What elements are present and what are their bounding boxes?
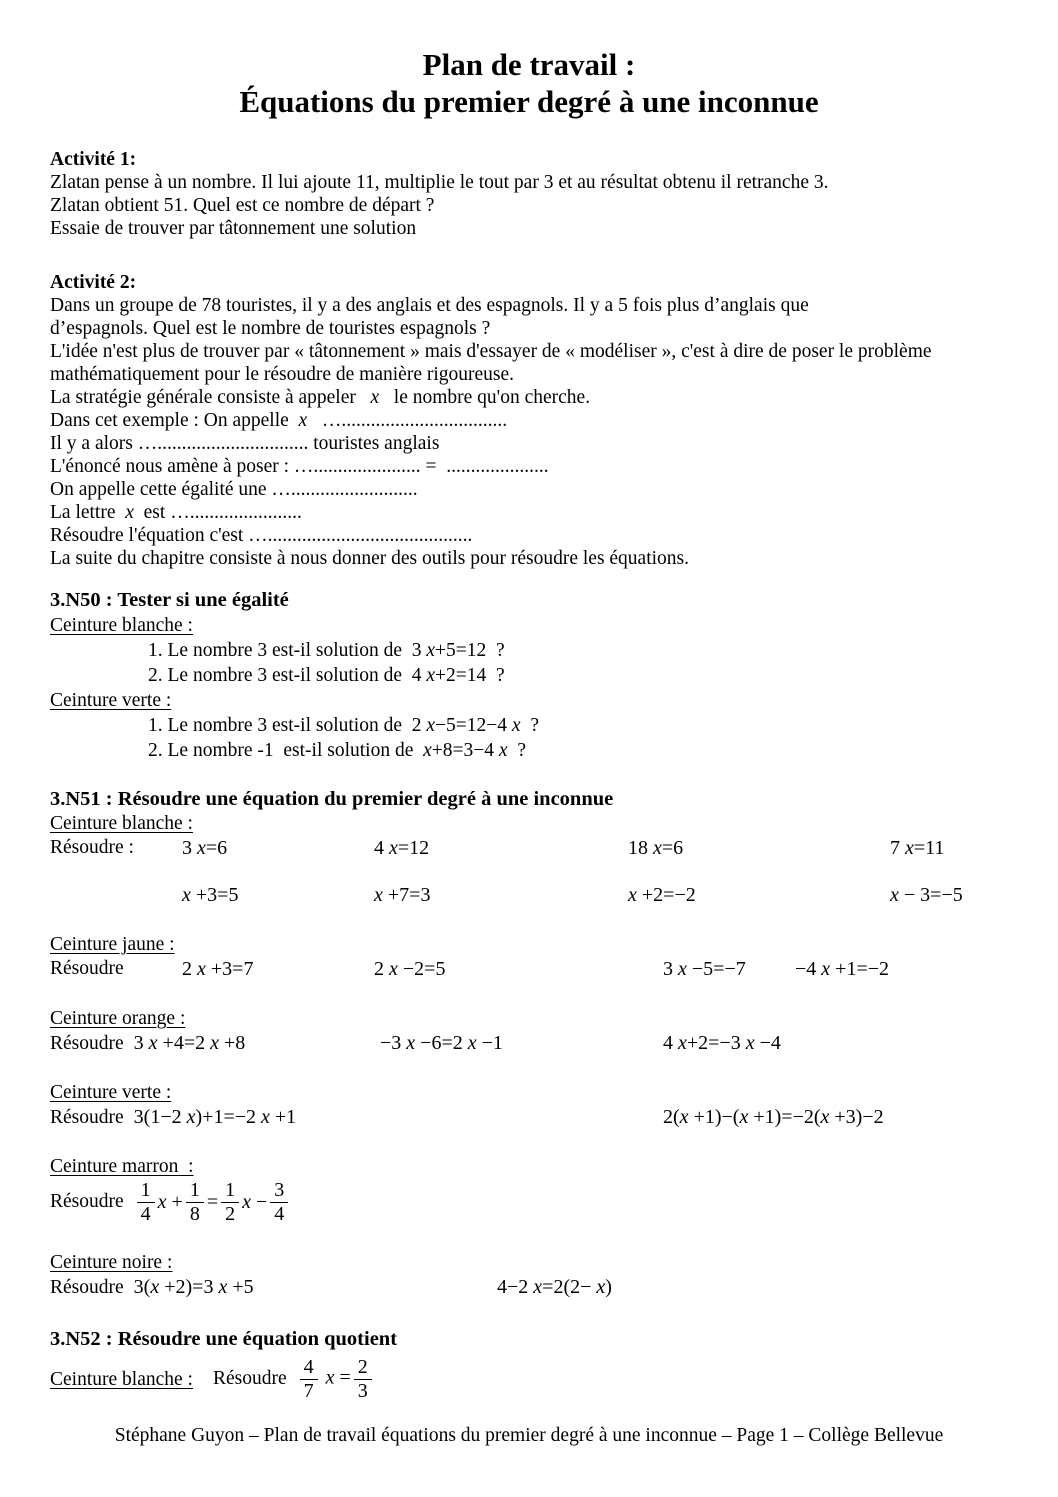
activite-1-heading: Activité 1: (50, 149, 137, 170)
belt-label-jaune: Ceinture jaune : (50, 934, 175, 955)
page-title (50, 46, 1008, 120)
belt-block-orange (50, 1007, 1008, 1055)
resoudre-label: Résoudre (50, 1033, 124, 1054)
activite-1-line: Zlatan obtient 51. Quel est ce nombre de départ ? (50, 195, 435, 216)
activite-1-line: Zlatan pense à un nombre. Il lui ajoute 11, multiplie le tout par 3 et au résultat obtenu il retranche 3. (50, 172, 829, 193)
title-line-1: Plan de travail : (422, 47, 636, 82)
equation: 7 x=11 (890, 837, 945, 859)
equation: 2 x +3=7 (182, 958, 254, 980)
equation: 4−2 x=2(2− x) (497, 1276, 612, 1298)
activite-2-fill-in-line: La lettre x est …....................... (50, 502, 302, 523)
belt-block-noire (50, 1251, 1008, 1299)
equation: −4 x +1=−2 (795, 958, 890, 980)
equation: 4 x+2=−3 x −4 (663, 1032, 781, 1054)
section-3n51 (50, 787, 1008, 1299)
resoudre-label: Résoudre (50, 958, 124, 979)
belt-label-blanche: Ceinture blanche : (50, 1368, 193, 1390)
page-footer: Stéphane Guyon – Plan de travail équations du premier degré à une inconnue – Page 1 – Collège Bellevue (114, 1425, 944, 1446)
equation: 3(1−2 x)+1=−2 x +1 (133, 1106, 297, 1128)
equation: x − 3=−5 (890, 884, 963, 906)
activite-2-line: L'idée n'est plus de trouver par « tâtonnement » mais d'essayer de « modéliser », c'est à dire de poser le problème (50, 341, 932, 362)
resoudre-label: Résoudre : (50, 837, 134, 858)
equation: $\frac{1}{4}$ x + $\frac{1}{8}$ = $\frac{1}{2}$ x − $\frac{3}{4}$ (134, 1179, 292, 1225)
equation-row (50, 1179, 1008, 1225)
belt-label-verte: Ceinture verte : (50, 1082, 172, 1103)
equation-row (50, 1105, 1008, 1129)
belt-block-blanche (50, 812, 1008, 907)
activite-2-line: Dans un groupe de 78 touristes, il y a des anglais et des espagnols. Il y a 5 fois plus d’anglais que (50, 295, 809, 316)
activite-2-fill-in-line: Il y a alors …............................... touristes anglais (50, 433, 440, 454)
activite-1-line: Essaie de trouver par tâtonnement une solution (50, 218, 417, 239)
resoudre-label: Résoudre (212, 1368, 287, 1389)
3n50-question: 1. Le nombre 3 est-il solution de 3 x+5=12 ? (148, 640, 505, 661)
activite-2-fill-in-line: On appelle cette égalité une ….......................... (50, 479, 418, 500)
belt-label-noire: Ceinture noire : (50, 1252, 173, 1273)
belt-label-orange: Ceinture orange : (50, 1008, 186, 1029)
belt-label-blanche: Ceinture blanche : (50, 813, 193, 834)
equation-row (50, 1031, 1008, 1055)
activite-2-fill-in-line: Dans cet exemple : On appelle x ….................................. (50, 410, 508, 431)
belt-block-jaune (50, 933, 1008, 981)
equation: 2 x −2=5 (374, 958, 446, 980)
equation-row (50, 1275, 1008, 1299)
equation: 18 x=6 (628, 837, 684, 859)
title-line-2: Équations du premier degré à une inconnue (239, 84, 819, 119)
resoudre-label: Résoudre (50, 1191, 124, 1213)
equation: 4 x=12 (374, 837, 430, 859)
equation-row (50, 1354, 1008, 1404)
belt-block-verte (50, 1081, 1008, 1129)
equation: x +2=−2 (628, 884, 696, 906)
belt-block-marron (50, 1155, 1008, 1225)
section-3n50 (50, 588, 1008, 763)
section-activite-1 (50, 148, 1008, 240)
equation: x +3=5 (182, 884, 239, 906)
activite-2-line: La suite du chapitre consiste à nous donner des outils pour résoudre les équations. (50, 548, 690, 569)
equation: $\frac{4}{7}$ x = $\frac{2}{3}$ (297, 1356, 375, 1402)
activite-2-line: mathématiquement pour le résoudre de manière rigoureuse. (50, 364, 515, 385)
belt-label-blanche: Ceinture blanche : (50, 615, 193, 636)
3n50-question: 2. Le nombre 3 est-il solution de 4 x+2=14 ? (148, 665, 505, 686)
equation: x +7=3 (374, 884, 431, 906)
equation-row (50, 836, 1008, 860)
equation: −3 x −6=2 x −1 (380, 1032, 503, 1054)
3n51-heading: 3.N51 : Résoudre une équation du premier degré à une inconnue (50, 788, 614, 810)
resoudre-label: Résoudre (50, 1107, 124, 1128)
section-activite-2 (50, 271, 1008, 570)
3n50-question: 2. Le nombre -1 est-il solution de x+8=3−4 x ? (148, 740, 526, 761)
activite-2-fill-in-line: L'énoncé nous amène à poser : …...................... = ..................... (50, 456, 549, 477)
equation: 3(x +2)=3 x +5 (133, 1276, 254, 1298)
resoudre-label: Résoudre (50, 1277, 124, 1298)
equation-row (50, 957, 1008, 981)
equation: 3 x=6 (182, 837, 228, 859)
activite-2-fill-in-line: Résoudre l'équation c'est ….......................................... (50, 525, 473, 546)
section-3n52 (50, 1327, 1008, 1404)
activite-2-heading: Activité 2: (50, 272, 137, 293)
3n50-question: 1. Le nombre 3 est-il solution de 2 x−5=12−4 x ? (148, 715, 539, 736)
3n50-heading: 3.N50 : Tester si une égalité (50, 589, 289, 611)
belt-label-marron: Ceinture marron : (50, 1156, 194, 1177)
equation: 3 x +4=2 x +8 (133, 1032, 246, 1054)
belt-label-verte: Ceinture verte : (50, 690, 172, 711)
activite-2-line: La stratégie générale consiste à appeler x le nombre qu'on cherche. (50, 387, 591, 408)
equation: 2(x +1)−(x +1)=−2(x +3)−2 (663, 1106, 884, 1128)
equation-row (50, 883, 1008, 907)
3n52-heading: 3.N52 : Résoudre une équation quotient (50, 1328, 398, 1350)
activite-2-line: d’espagnols. Quel est le nombre de touristes espagnols ? (50, 318, 491, 339)
equation: 3 x −5=−7 (663, 958, 746, 980)
